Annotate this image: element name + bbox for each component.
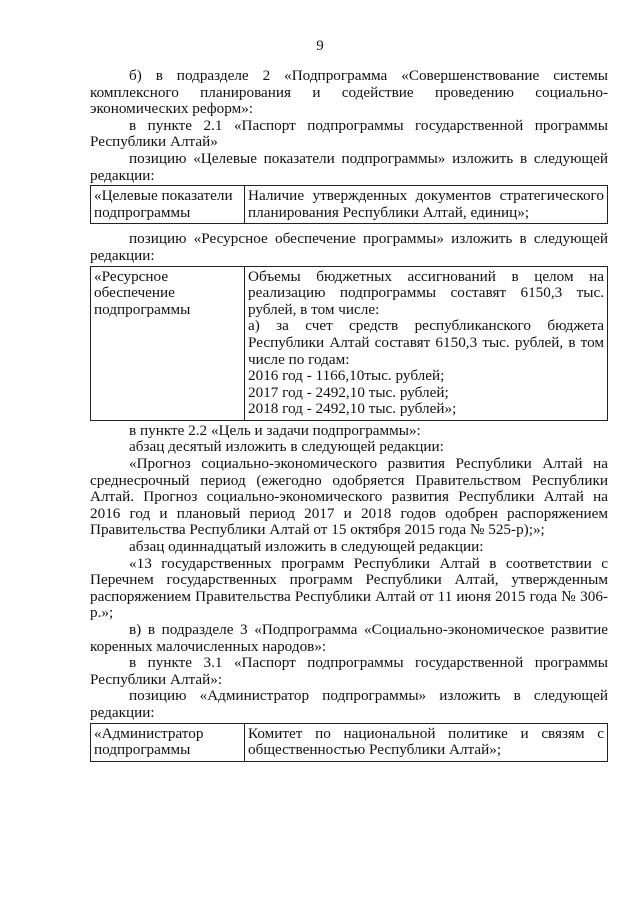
page-number: 9 [316,38,324,54]
table-cell-left: «Администратор подпрограммы [91,723,245,761]
table-cell-right [245,266,608,420]
paragraph-resource-provision: позицию «Ресурсное обеспечение программы» изложить в следующей редакции: [90,230,608,264]
table-cell-left: «Ресурсное обеспечение подпрограммы [91,266,245,420]
table-row [91,266,608,420]
table-administrator [90,723,608,762]
paragraph-tenth-abzac: абзац десятый изложить в следующей редакции: [129,438,444,456]
budget-year-2016: 2016 год - 1166,10тыс. рублей; [248,367,445,385]
paragraph-item-2-1: в пункте 2.1 «Паспорт подпрограммы государственной программы Республики Алтай» [90,116,608,151]
paragraph-target-indicators: позицию «Целевые показатели подпрограммы» изложить в следующей редакции: [90,149,608,184]
budget-year-2017: 2017 год - 2492,10 тыс. рублей; [248,383,449,401]
table-cell-right: Наличие утвержденных документов стратегического планирования Республики Алтай, единиц»; [245,186,608,224]
table-cell-right: Комитет по национальной политике и связям с общественностью Республики Алтай»; [245,723,608,761]
paragraph-forecast: «Прогноз социально-экономического развития Республики Алтай на среднесрочный период (ежегодно одобряется Правительством Республики Алтай. Прогноз социально-экономического развития Республики Алтай на 2016 год и плановый период 2017 и 2018 годов одобрен распоряжением Правительства Республики Алтай от 15 октября 2015 года № 525-р);»; [90,455,608,539]
paragraph-item-3-1: в пункте 3.1 «Паспорт подпрограммы государственной программы Республики Алтай»: [90,654,608,688]
paragraph-eleventh-abzac: абзац одиннадцатый изложить в следующей редакции: [129,538,484,556]
table-cell-left: «Целевые показатели подпрограммы [91,186,245,224]
budget-regional-text: а) за счет средств республиканского бюджета Республики Алтай составят 6150,3 тыс. рублей, в том числе по годам: [248,317,604,368]
budget-year-2018: 2018 год - 2492,10 тыс. рублей»; [248,400,457,418]
paragraph-item-2-2: в пункте 2.2 «Цель и задачи подпрограммы»: [129,421,421,439]
table-target-indicators [90,185,608,224]
table-row [91,186,608,224]
paragraph-subsection-v: в) в подразделе 3 «Подпрограмма «Социально-экономическое развитие коренных малочисленных народов»: [90,621,608,655]
document-body [90,68,608,762]
table-row [91,723,608,761]
paragraph-administrator: позицию «Администратор подпрограммы» изложить в следующей редакции: [90,687,608,721]
paragraph-subsection-b: б) в подразделе 2 «Подпрограмма «Совершенствование системы комплексного планирования и содействие проведению социально-экономических реформ»: [90,67,608,118]
table-resource-provision [90,266,608,421]
budget-total-text: Объемы бюджетных ассигнований в целом на реализацию подпрограммы составят 6150,3 тыс. рублей, в том числе: [248,267,604,318]
paragraph-13-programs: «13 государственных программ Республики Алтай в соответствии с Перечнем государственных программ Республики Алтай, утвержденным распоряжением Правительства Республики Алтай от 11 июня 2015 года № 306-р.»; [90,554,608,622]
